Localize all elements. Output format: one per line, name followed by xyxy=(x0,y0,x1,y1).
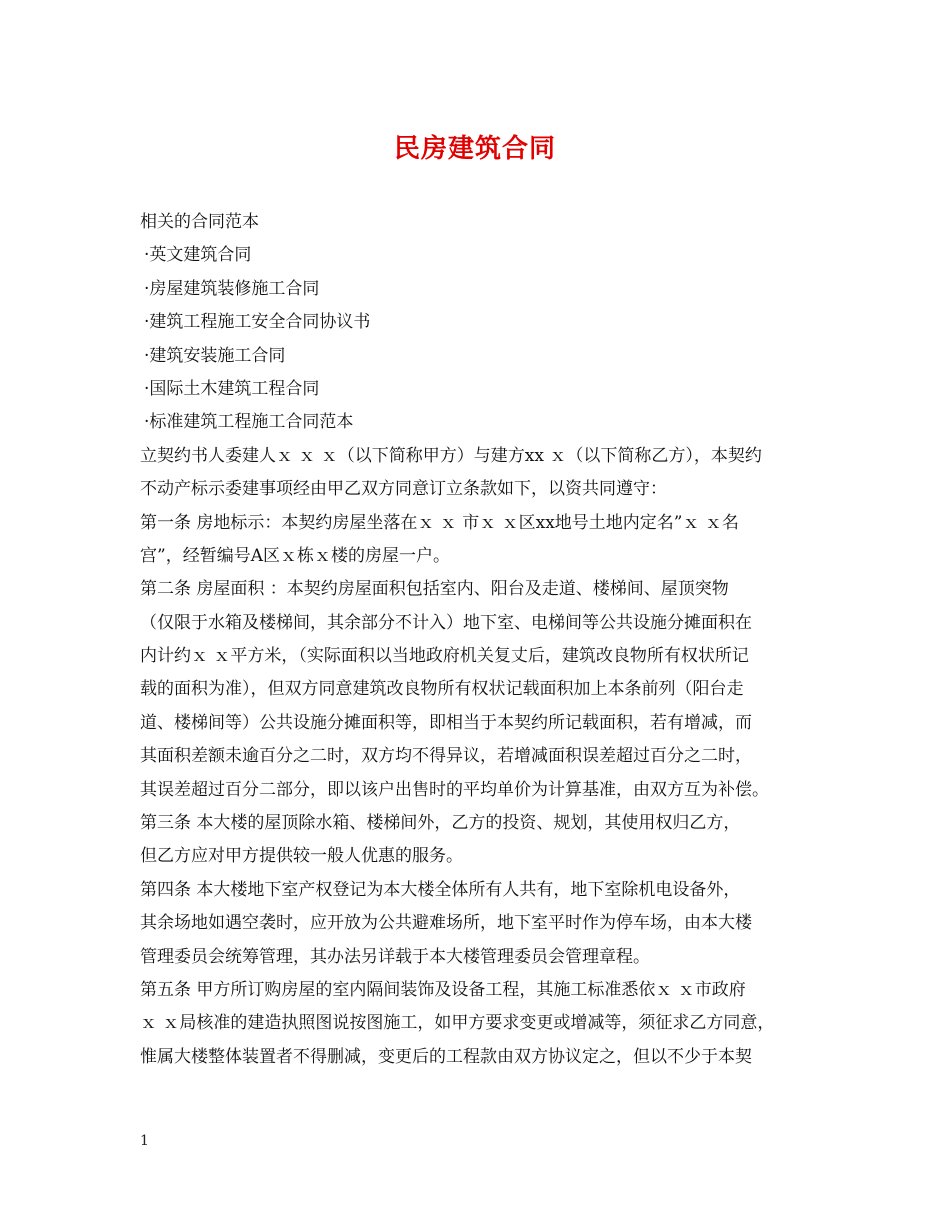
related-link-item[interactable]: ·标准建筑工程施工合同范本 xyxy=(144,412,354,433)
body-line: 其误差超过百分二部分，即以该户出售时的平均单价为计算基准，由双方互为补偿。 xyxy=(140,779,769,800)
body-line: 第二条 房屋面积 ：本契约房屋面积包括室内、阳台及走道、楼梯间、屋顶突物 xyxy=(140,579,729,600)
body-line: 管理委员会统筹管理，其办法另详载于本大楼管理委员会管理章程。 xyxy=(140,946,650,967)
related-link-item[interactable]: ·英文建筑合同 xyxy=(144,245,252,266)
body-line: 第三条 本大楼的屋顶除水箱、楼梯间外，乙方的投资、规划，其使用权归乙方， xyxy=(140,813,741,834)
body-line: （仅限于水箱及楼梯间，其余部分不计入）地下室、电梯间等公共设施分摊面积在 xyxy=(140,612,752,633)
body-line: 载的面积为准），但双方同意建筑改良物所有权状记载面积加上本条前列（阳台走 xyxy=(140,679,744,700)
body-line: 内计约ｘ ｘ平方米，（实际面积以当地政府机关复丈后，建筑改良物所有权状所记 xyxy=(140,646,749,667)
body-line: ｘ ｘ局核准的建造执照图说按图施工，如甲方要求变更或增减等，须征求乙方同意， xyxy=(140,1013,775,1034)
body-line: 道、楼梯间等）公共设施分摊面积等，即相当于本契约所记载面积，若有增减，而 xyxy=(140,712,752,733)
related-link-item[interactable]: ·建筑安装施工合同 xyxy=(144,345,286,366)
page-number: 1 xyxy=(140,1133,149,1149)
related-link-item[interactable]: ·建筑工程施工安全合同协议书 xyxy=(144,312,371,333)
body-line: 不动产标示委建事项经由甲乙双方同意订立条款如下，以资共同遵守： xyxy=(140,479,667,500)
body-line: 但乙方应对甲方提供较一般人优惠的服务。 xyxy=(140,846,463,867)
body-line: 其面积差额未逾百分之二时，双方均不得异议，若增减面积误差超过百分之二时， xyxy=(140,746,752,767)
document-body xyxy=(140,206,828,1074)
related-link-item[interactable]: ·国际土木建筑工程合同 xyxy=(144,378,320,399)
body-line: 第五条 甲方所订购房屋的室内隔间装饰及设备工程，其施工标准悉依ｘ ｘ市政府 xyxy=(140,979,746,1000)
body-line: 第四条 本大楼地下室产权登记为本大楼全体所有人共有，地下室除机电设备外， xyxy=(140,879,741,900)
body-line: 第一条 房地标示：本契约房屋坐落在ｘ ｘ 市ｘ ｘ区xx地号土地内定名”ｘ ｘ名 xyxy=(140,512,739,533)
related-heading: 相关的合同范本 xyxy=(140,212,259,232)
document-title: 民房建筑合同 xyxy=(393,134,556,164)
body-line: 立契约书人委建人ｘ ｘ ｘ（以下简称甲方）与建方xx ｘ（以下简称乙方），本契约 xyxy=(140,445,762,466)
body-line: 宫”，经暂编号A区ｘ栋ｘ楼的房屋一户。 xyxy=(140,545,450,566)
body-line: 惟属大楼整体装置者不得删减，变更后的工程款由双方协议定之，但以不少于本契 xyxy=(140,1046,752,1067)
related-link-item[interactable]: ·房屋建筑装修施工合同 xyxy=(144,278,320,299)
body-line: 其余场地如遇空袭时，应开放为公共避难场所，地下室平时作为停车场，由本大楼 xyxy=(140,913,752,934)
